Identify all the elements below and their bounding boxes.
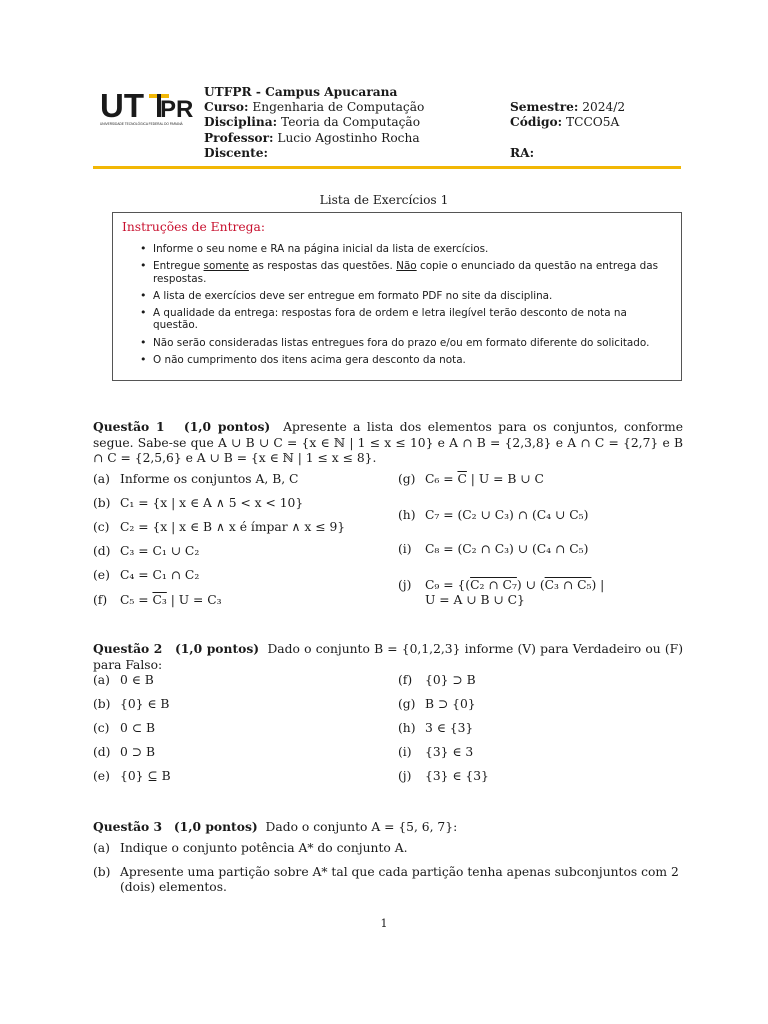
question-2-statement	[93, 641, 683, 673]
logo-ut: UT	[100, 90, 144, 124]
instructions-title: Instruções de Entrega:	[122, 220, 266, 234]
q2-item: (g) B ⊃ {0}	[398, 697, 476, 711]
question-1-points: (1,0 pontos)	[183, 419, 271, 434]
q2-item: (a) 0 ∈ B	[93, 673, 154, 687]
question-1-left-column	[93, 472, 383, 612]
q2-item: (h) 3 ∈ {3}	[398, 721, 474, 735]
q2-item: (e) {0} ⊆ B	[93, 769, 171, 783]
instruction-item: • A qualidade da entrega: respostas fora de ordem e letra ilegível terão desconto de nota na questão.	[122, 307, 671, 332]
q1-item-b: (b) C₁ = {x | x ∈ A ∧ 5 < x < 10}	[93, 496, 304, 510]
q1-item-a: (a) Informe os conjuntos A, B, C	[93, 472, 299, 486]
logo-pr: PR	[160, 96, 194, 123]
q2-item: (c) 0 ⊂ B	[93, 721, 155, 735]
semester-value: 2024/2	[582, 100, 626, 114]
question-2-left-column	[93, 673, 383, 785]
semester-label: Semestre:	[510, 100, 579, 114]
q2-item: (j) {3} ∈ {3}	[398, 769, 489, 783]
q2-item: (f) {0} ⊃ B	[398, 673, 476, 687]
document-title: Lista de Exercícios 1	[319, 193, 449, 207]
discipline-value: Teoria da Computação	[281, 115, 421, 130]
student-label: Discente:	[204, 145, 268, 160]
instructions-box	[112, 212, 682, 381]
question-2-text: Dado o conjunto B = {0,1,2,3} informe (V) para Verdadeiro ou (F) para Falso:	[93, 642, 683, 672]
q2-item: (i) {3} ∈ 3	[398, 745, 474, 759]
header-right-block	[510, 100, 625, 161]
discipline-label: Disciplina:	[204, 115, 278, 130]
q1-item-c: (c) C₂ = {x | x ∈ B ∧ x é ímpar ∧ x ≤ 9}	[93, 520, 346, 534]
q2-item: (d) 0 ⊃ B	[93, 745, 155, 759]
question-3-heading: Questão 3	[93, 819, 163, 834]
code-value: TCCO5A	[566, 115, 620, 130]
instruction-item: • Não serão consideradas listas entregues fora do prazo e/ou em formato diferente do solicitado.	[122, 337, 671, 350]
logo-tagline: UNIVERSIDADE TECNOLÓGICA FEDERAL DO PARANÁ	[100, 122, 183, 126]
course-value: Engenharia de Computação	[252, 100, 425, 115]
instruction-item: • A lista de exercícios deve ser entregue em formato PDF no site da disciplina.	[122, 290, 671, 303]
q1-item-d: (d) C₃ = C₁ ∪ C₂	[93, 544, 200, 558]
question-2-right-column	[398, 673, 683, 785]
page-number: 1	[380, 917, 388, 930]
document-header	[100, 85, 700, 160]
q1-item-i: (i) C₈ = (C₂ ∩ C₃) ∪ (C₄ ∩ C₅)	[398, 542, 589, 556]
question-1-text: Apresente a lista dos elementos para os conjuntos, conforme segue. Sabe-se que A ∪ B ∪ C = {x ∈ ℕ | 1 ≤ x ≤ 10} e A ∩ B = {2,3,8} e A ∩ C = {2,7} e B ∩ C = {2,5,6} e A ∪ B = {x ∈ ℕ | 1 ≤ x ≤ 8}.	[93, 420, 683, 466]
ra-label: RA:	[510, 145, 535, 160]
q3-item-a: (a) Indique o conjunto potência A* do conjunto A.	[93, 841, 408, 855]
q1-item-f: (f) C₅ = C₃ | U = C₃	[93, 593, 222, 607]
question-1-right-column	[398, 472, 683, 612]
utfpr-logo	[100, 90, 195, 130]
question-3-items	[93, 841, 683, 904]
q2-item: (b) {0} ∈ B	[93, 697, 170, 711]
q1-item-e: (e) C₄ = C₁ ∩ C₂	[93, 568, 200, 582]
question-3-text: Dado o conjunto A = {5, 6, 7}:	[265, 820, 458, 834]
question-1-statement	[93, 419, 683, 467]
instruction-item: • O não cumprimento dos itens acima gera desconto da nota.	[122, 354, 671, 367]
question-2-heading: Questão 2	[93, 641, 163, 656]
q1-item-j-continuation: U = A ∪ B ∪ C}	[425, 593, 525, 607]
question-3-points: (1,0 pontos)	[173, 819, 258, 834]
q1-item-j: (j) C₉ = {(C₂ ∩ C₇) ∪ (C₃ ∩ C₅) |	[398, 578, 605, 592]
instruction-item: • Informe o seu nome e RA na página inicial da lista de exercícios.	[122, 243, 671, 256]
header-left-block	[204, 85, 424, 161]
course-label: Curso:	[204, 100, 249, 115]
q1-item-h: (h) C₇ = (C₂ ∪ C₃) ∩ (C₄ ∪ C₅)	[398, 508, 589, 522]
question-1-heading: Questão 1	[93, 419, 165, 434]
instruction-item: • Entregue somente as respostas das questões. Não copie o enunciado da questão na entrega das respostas.	[122, 260, 671, 285]
professor-value: Lucio Agostinho Rocha	[277, 130, 420, 145]
instructions-list	[122, 243, 671, 366]
q3-item-b: (b) Apresente uma partição sobre A* tal que cada partição tenha apenas subconjuntos com 2 (dois) elementos.	[93, 864, 679, 895]
professor-label: Professor:	[204, 130, 274, 145]
question-2-points: (1,0 pontos)	[174, 641, 260, 656]
utfpr-logo-graphic	[100, 90, 195, 130]
code-label: Código:	[510, 115, 563, 130]
question-3-statement	[93, 819, 683, 836]
institution-name: UTFPR - Campus Apucarana	[204, 85, 398, 99]
q1-item-g: (g) $C_6 = \overline{C}$ | U = B ∪ C	[398, 472, 544, 486]
header-divider	[93, 166, 681, 169]
